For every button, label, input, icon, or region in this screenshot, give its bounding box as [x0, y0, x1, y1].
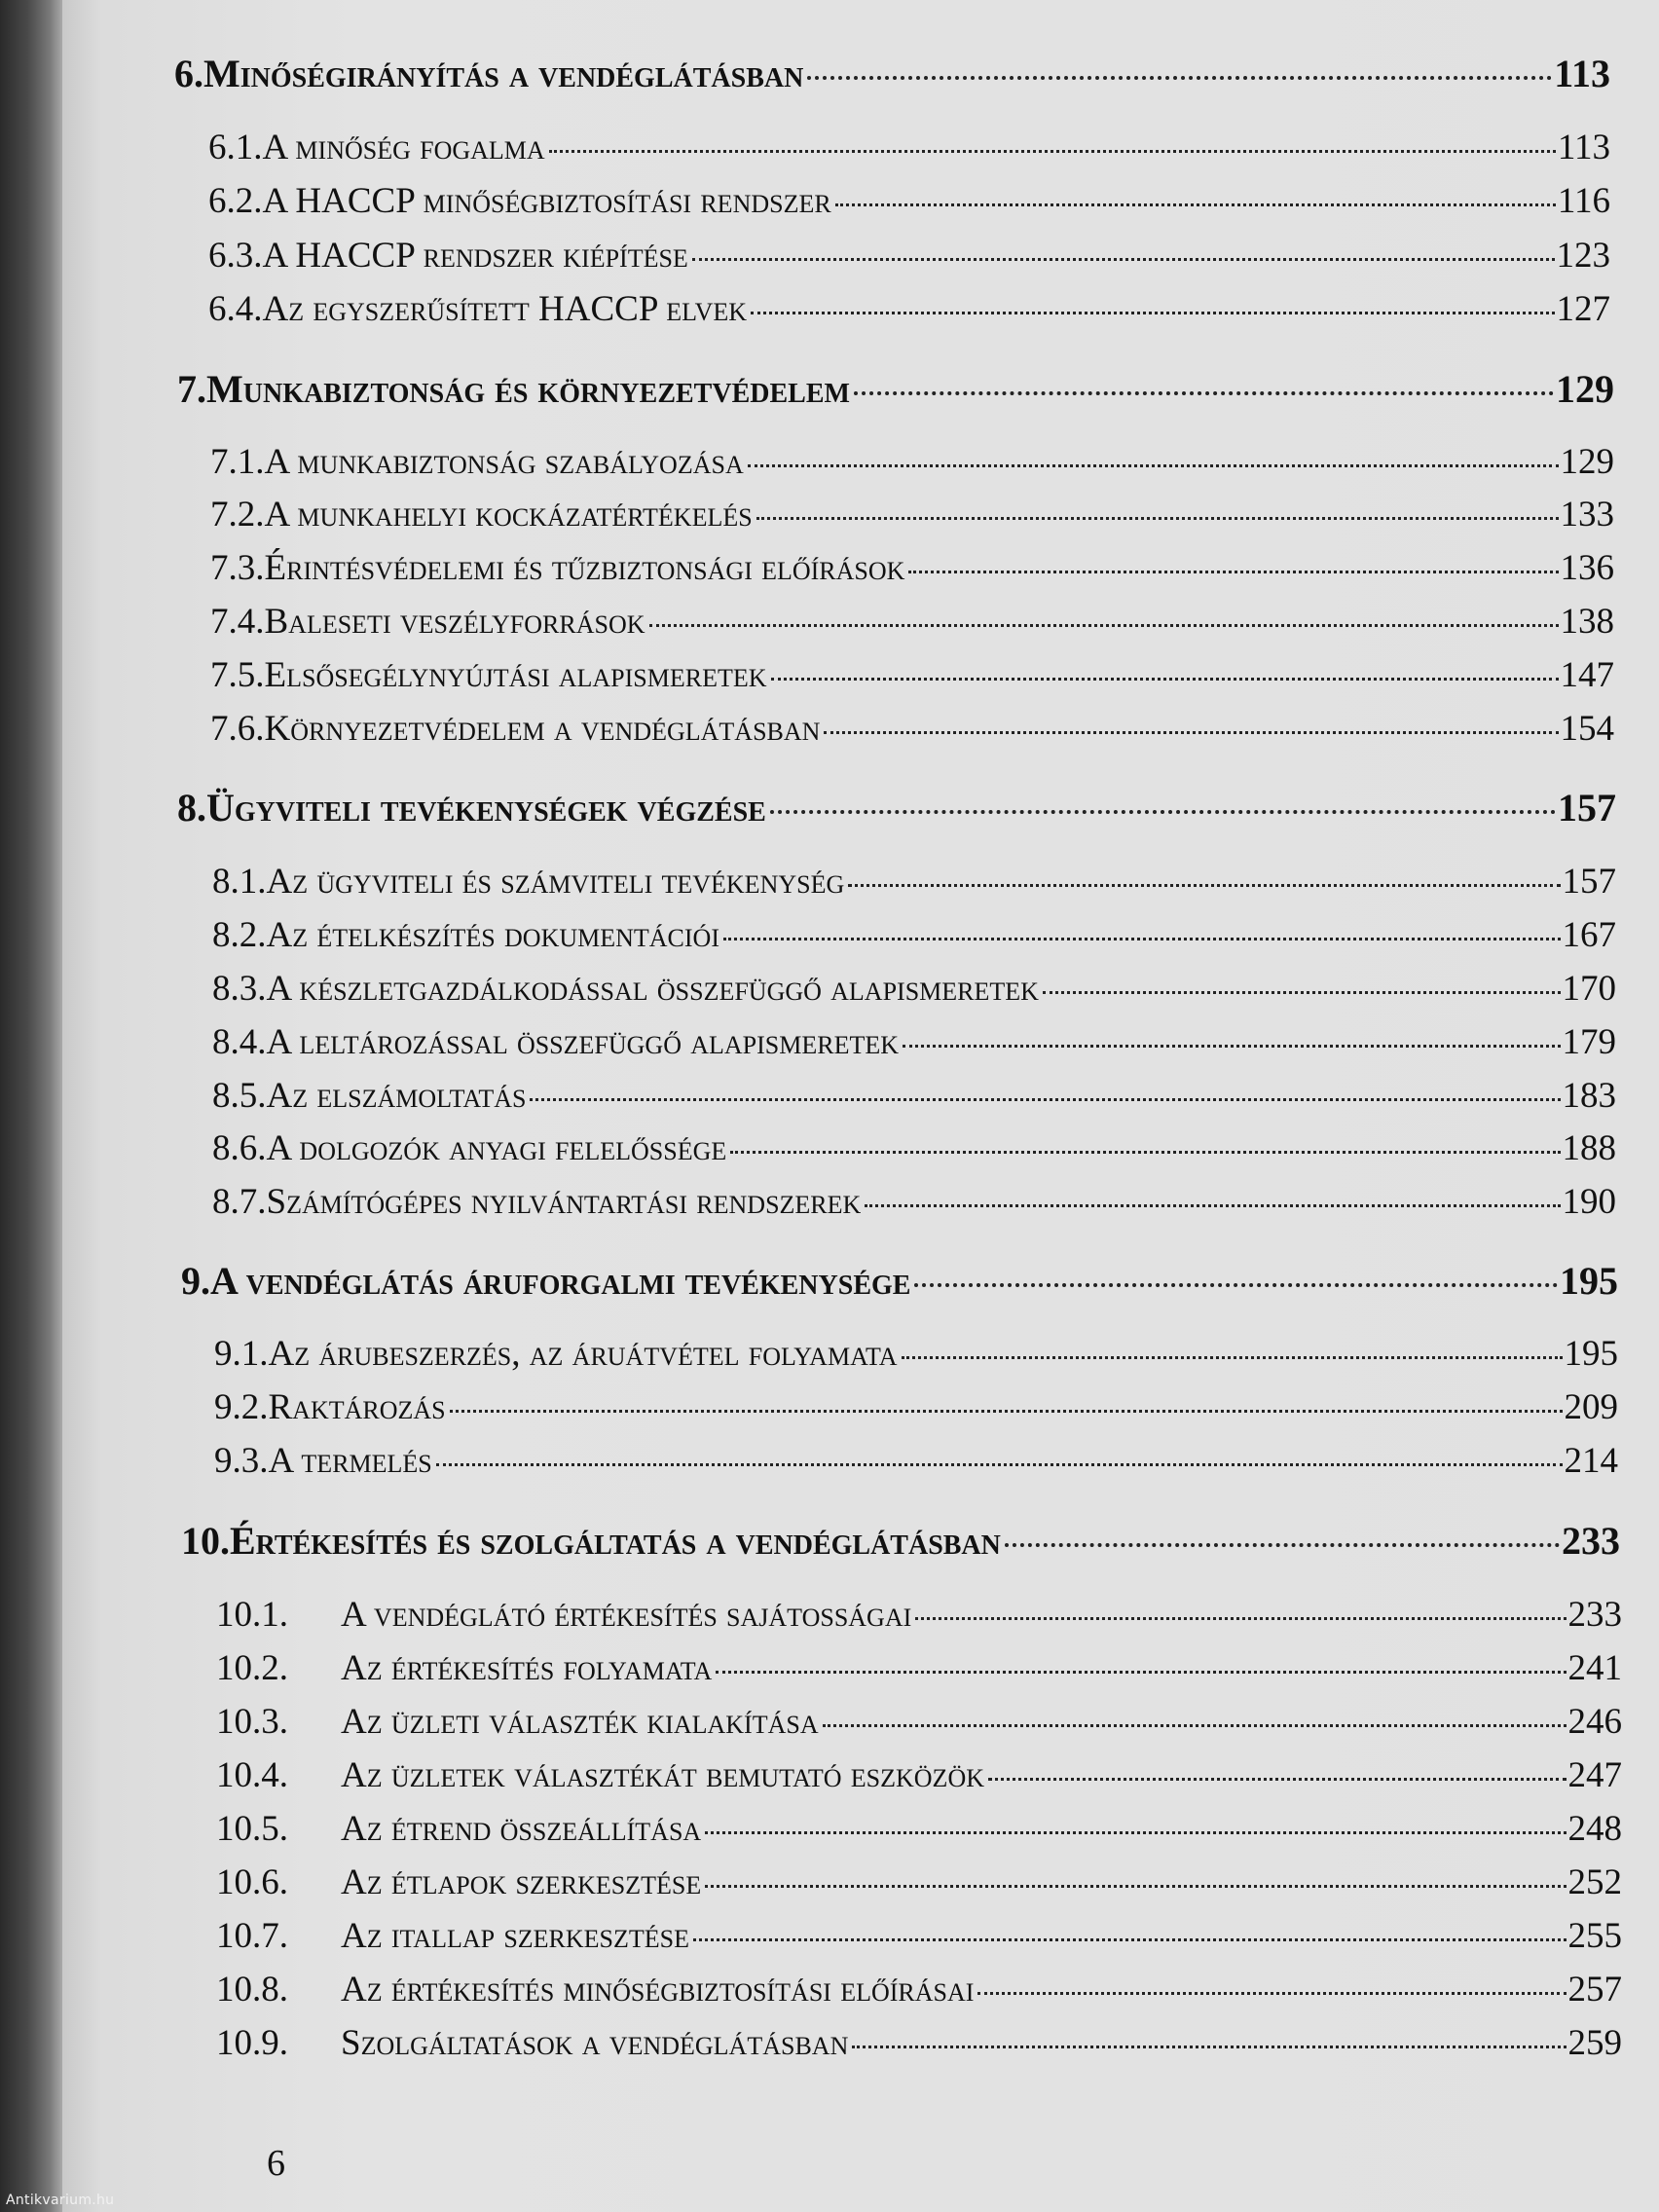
- toc-entry-title: A dolgozók anyagi felelőssége: [266, 1128, 727, 1168]
- toc-section-entry: [216, 1701, 1622, 1743]
- toc-entry-page: 183: [1562, 1076, 1616, 1116]
- toc-entry-number: 9.: [181, 1259, 210, 1303]
- toc-section-entry: [210, 654, 1614, 696]
- toc-chapter-entry: [177, 366, 1614, 412]
- toc-entry-page: 188: [1562, 1128, 1616, 1168]
- dot-leader: [756, 517, 1559, 520]
- toc-entry-page: 167: [1562, 915, 1616, 955]
- toc-entry-title: Érintésvédelemi és tűzbiztonsági előírások: [264, 548, 905, 588]
- toc-entry-title: Szolgáltatások a vendéglátásban: [341, 2023, 849, 2063]
- dot-leader: [716, 1671, 1566, 1674]
- toc-entry-page: 129: [1556, 367, 1614, 411]
- toc-entry-number: 9.1.: [214, 1334, 269, 1374]
- toc-section-entry: [208, 127, 1610, 168]
- toc-entry-page: 170: [1562, 969, 1616, 1009]
- toc-entry-number: 9.3.: [214, 1441, 269, 1481]
- toc-entry-number: 7.2.: [210, 495, 265, 535]
- dot-leader: [649, 624, 1559, 627]
- toc-entry-page: 147: [1560, 655, 1614, 695]
- toc-section-entry: [208, 235, 1610, 276]
- dot-leader: [530, 1098, 1560, 1101]
- dot-leader: [771, 678, 1559, 681]
- page-number: 6: [267, 2143, 285, 2184]
- toc-section-entry: [216, 1862, 1622, 1903]
- toc-entry-title: Az értékesítés minőségbiztosítási előírásai: [341, 1970, 975, 2009]
- toc-entry-number: 7.5.: [210, 655, 265, 695]
- dot-leader: [914, 1283, 1558, 1287]
- toc-section-entry: [216, 1647, 1622, 1689]
- toc-entry-page: 116: [1557, 181, 1610, 221]
- toc-entry-number: 8.6.: [212, 1128, 267, 1168]
- toc-entry-number: 6.4.: [208, 289, 263, 329]
- toc-entry-number: 8.7.: [212, 1182, 267, 1222]
- toc-chapter-entry: [177, 785, 1616, 830]
- toc-entry-page: 138: [1560, 602, 1614, 642]
- toc-entry-title: Baleseti veszélyforrások: [264, 602, 645, 642]
- toc-entry-number: 7.1.: [210, 442, 265, 482]
- toc-entry-page: 136: [1560, 548, 1614, 588]
- toc-entry-page: 233: [1567, 1595, 1622, 1635]
- toc-entry-title: A vendéglátás áruforgalmi tevékenysége: [210, 1259, 911, 1303]
- toc-entry-page: 195: [1564, 1334, 1618, 1374]
- toc-section-entry: [214, 1386, 1618, 1428]
- dot-leader: [549, 150, 1556, 153]
- toc-entry-page: 259: [1567, 2023, 1622, 2063]
- toc-section-entry: [216, 2022, 1622, 2064]
- toc-entry-title: A minőség fogalma: [262, 128, 545, 167]
- toc-section-entry: [216, 1594, 1622, 1636]
- toc-entry-number: 7.: [177, 367, 206, 411]
- dot-leader: [693, 1938, 1566, 1941]
- toc-entry-number: 7.4.: [210, 602, 265, 642]
- toc-entry-page: 241: [1567, 1648, 1622, 1688]
- toc-section-entry: [212, 914, 1616, 956]
- toc-entry-number: 8.1.: [212, 862, 267, 902]
- toc-entry-number: 8.3.: [212, 969, 267, 1009]
- watermark: Antikvarium.hu: [6, 2193, 115, 2208]
- toc-entry-page: 195: [1560, 1259, 1618, 1303]
- toc-entry-page: 154: [1560, 709, 1614, 749]
- toc-section-entry: [212, 1127, 1616, 1169]
- dot-leader: [436, 1463, 1563, 1466]
- dot-leader: [751, 312, 1554, 314]
- toc-entry-number: 10.6.: [216, 1862, 288, 1902]
- toc-entry-page: 257: [1567, 1970, 1622, 2009]
- toc-section-entry: [214, 1440, 1618, 1482]
- toc-entry-title: A munkabiztonság szabályozása: [264, 442, 744, 482]
- dot-leader: [977, 1992, 1566, 1995]
- toc-section-entry: [210, 441, 1614, 483]
- toc-section-entry: [212, 1021, 1616, 1063]
- toc-entry-number: 10.: [181, 1519, 230, 1563]
- toc-entry-title: Az üzleti választék kialakítása: [341, 1702, 819, 1742]
- toc-entry-title: A HACCP rendszer kiépítése: [262, 236, 688, 276]
- toc-entry-page: 113: [1557, 128, 1610, 167]
- toc-entry-title: Értékesítés és szolgáltatás a vendéglátásban: [230, 1519, 1001, 1563]
- dot-leader: [908, 571, 1558, 573]
- dot-leader: [823, 1724, 1567, 1727]
- dot-leader: [748, 464, 1559, 467]
- toc-entry-title: Raktározás: [268, 1387, 446, 1427]
- book-spine-shadow: [0, 0, 62, 2212]
- toc-entry-number: 8.4.: [212, 1022, 267, 1062]
- toc-entry-title: A HACCP minőségbiztosítási rendszer: [262, 181, 831, 221]
- toc-entry-title: Az ételkészítés dokumentációi: [266, 915, 719, 955]
- toc-chapter-entry: [181, 1258, 1618, 1304]
- dot-leader: [705, 1831, 1566, 1834]
- toc-entry-number: 10.5.: [216, 1809, 288, 1849]
- toc-entry-title: Az üzletek választékát bemutató eszközök: [341, 1755, 984, 1795]
- toc-entry-page: 133: [1560, 495, 1614, 535]
- toc-entry-page: 190: [1562, 1182, 1616, 1222]
- dot-leader: [450, 1410, 1563, 1413]
- toc-entry-number: 10.8.: [216, 1970, 288, 2009]
- toc-entry-page: 214: [1564, 1441, 1618, 1481]
- toc-entry-number: 6.: [174, 52, 203, 95]
- toc-entry-number: 8.5.: [212, 1076, 267, 1116]
- dot-leader: [1043, 991, 1561, 994]
- toc-section-entry: [208, 288, 1610, 330]
- toc-section-entry: [216, 1969, 1622, 2010]
- toc-entry-title: Az ügyviteli és számviteli tevékenység: [266, 862, 845, 902]
- toc-chapter-entry: [174, 51, 1610, 96]
- toc-entry-page: 127: [1556, 289, 1610, 329]
- toc-entry-title: A készletgazdálkodással összefüggő alapismeretek: [266, 969, 1039, 1009]
- toc-entry-title: Az elszámoltatás: [266, 1076, 527, 1116]
- toc-entry-title: A leltározással összefüggő alapismeretek: [266, 1022, 900, 1062]
- toc-entry-title: Ügyviteli tevékenységek végzése: [206, 786, 766, 830]
- toc-entry-title: Az étlapok szerkesztése: [341, 1862, 702, 1902]
- toc-section-entry: [216, 1915, 1622, 1957]
- toc-entry-title: A munkahelyi kockázatértékelés: [264, 495, 753, 535]
- toc-entry-title: Számítógépes nyilvántartási rendszerek: [266, 1182, 862, 1222]
- toc-entry-page: 233: [1562, 1519, 1620, 1563]
- toc-entry-page: 209: [1564, 1387, 1618, 1427]
- toc-entry-number: 6.2.: [208, 181, 263, 221]
- dot-leader: [1005, 1543, 1560, 1547]
- dot-leader: [730, 1151, 1560, 1154]
- dot-leader: [902, 1356, 1563, 1359]
- toc-section-entry: [216, 1808, 1622, 1850]
- toc-entry-title: Munkabiztonság és környezetvédelem: [206, 367, 850, 411]
- toc-entry-number: 10.3.: [216, 1702, 288, 1742]
- toc-entry-number: 10.9.: [216, 2023, 288, 2063]
- toc-entry-title: Az étrend összeállítása: [341, 1809, 702, 1849]
- toc-entry-number: 10.4.: [216, 1755, 288, 1795]
- toc-entry-page: 157: [1562, 862, 1616, 902]
- book-page: [62, 0, 1659, 2212]
- dot-leader: [723, 938, 1561, 940]
- toc-entry-title: Az értékesítés folyamata: [341, 1648, 713, 1688]
- dot-leader: [770, 810, 1556, 814]
- toc-entry-title: Az egyszerűsített HACCP elvek: [262, 289, 748, 329]
- toc-entry-number: 6.1.: [208, 128, 263, 167]
- toc-entry-page: 157: [1558, 786, 1616, 830]
- toc-entry-page: 113: [1554, 52, 1610, 95]
- toc-section-entry: [216, 1754, 1622, 1796]
- toc-entry-page: 246: [1567, 1702, 1622, 1742]
- toc-entry-number: 6.3.: [208, 236, 263, 276]
- dot-leader: [865, 1204, 1560, 1207]
- toc-entry-title: Minőségirányítás a vendéglátásban: [203, 52, 804, 95]
- toc-entry-number: 10.2.: [216, 1648, 288, 1688]
- toc-entry-number: 7.3.: [210, 548, 265, 588]
- toc-section-entry: [210, 494, 1614, 535]
- toc-section-entry: [210, 708, 1614, 750]
- toc-section-entry: [208, 180, 1610, 222]
- toc-entry-number: 9.2.: [214, 1387, 269, 1427]
- toc-entry-page: 179: [1562, 1022, 1616, 1062]
- dot-leader: [852, 2046, 1566, 2048]
- toc-entry-title: Az itallap szerkesztése: [341, 1916, 690, 1956]
- dot-leader: [705, 1885, 1566, 1888]
- toc-entry-number: 10.7.: [216, 1916, 288, 1956]
- toc-entry-title: Elsősegélynyújtási alapismeretek: [264, 655, 767, 695]
- toc-entry-page: 252: [1567, 1862, 1622, 1902]
- toc-section-entry: [212, 1075, 1616, 1117]
- toc-entry-page: 248: [1567, 1809, 1622, 1849]
- toc-entry-number: 8.: [177, 786, 206, 830]
- toc-entry-number: 10.1.: [216, 1595, 288, 1635]
- dot-leader: [692, 258, 1555, 261]
- toc-section-entry: [212, 1181, 1616, 1223]
- toc-section-entry: [210, 601, 1614, 643]
- dot-leader: [903, 1045, 1560, 1048]
- toc-chapter-entry: [181, 1518, 1620, 1564]
- toc-entry-page: 247: [1567, 1755, 1622, 1795]
- dot-leader: [824, 731, 1558, 734]
- toc-entry-page: 129: [1560, 442, 1614, 482]
- toc-section-entry: [212, 968, 1616, 1010]
- toc-entry-title: A vendéglátó értékesítés sajátosságai: [341, 1595, 912, 1635]
- dot-leader: [807, 76, 1552, 80]
- dot-leader: [915, 1617, 1566, 1620]
- toc-entry-number: 8.2.: [212, 915, 267, 955]
- table-of-contents: [62, 0, 1659, 2212]
- dot-leader: [848, 884, 1560, 887]
- dot-leader: [854, 391, 1554, 395]
- toc-entry-title: Környezetvédelem a vendéglátásban: [264, 709, 821, 749]
- toc-section-entry: [214, 1333, 1618, 1375]
- toc-entry-page: 123: [1556, 236, 1610, 276]
- toc-entry-page: 255: [1567, 1916, 1622, 1956]
- toc-section-entry: [210, 547, 1614, 589]
- toc-entry-title: A termelés: [268, 1441, 432, 1481]
- dot-leader: [988, 1778, 1567, 1781]
- toc-entry-number: 7.6.: [210, 709, 265, 749]
- toc-section-entry: [212, 861, 1616, 903]
- toc-entry-title: Az árubeszerzés, az áruátvétel folyamata: [268, 1334, 898, 1374]
- dot-leader: [835, 203, 1556, 206]
